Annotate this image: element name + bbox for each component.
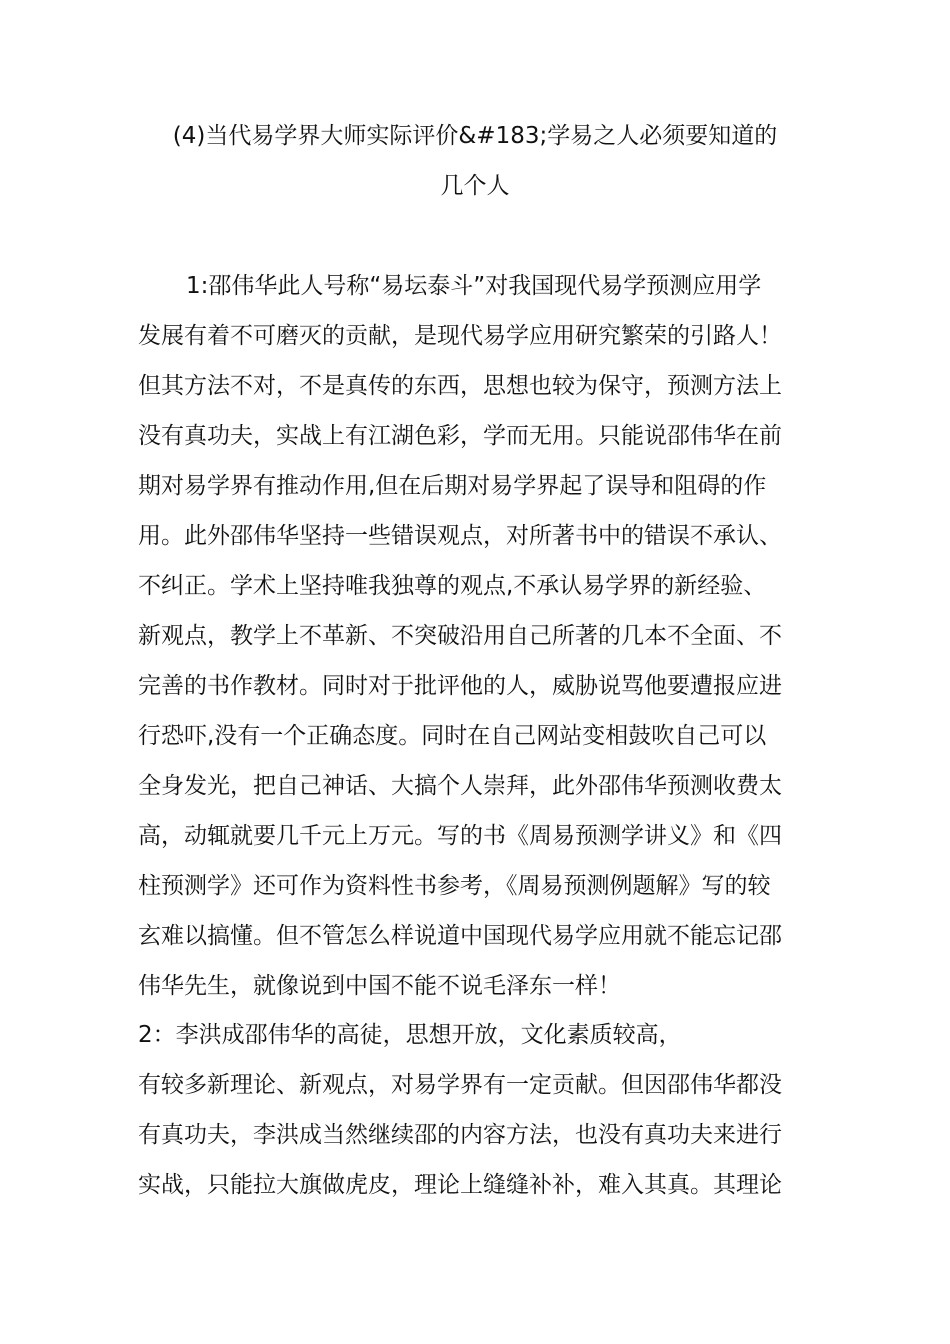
body-line-11: 全身发光，把自己神话、大搞个人崇拜，此外邵伟华预测收费太 — [138, 773, 782, 799]
body-line-13: 柱预测学》还可作为资料性书参考，《周易预测例题解》写的较 — [138, 873, 771, 899]
body-line-2: 发展有着不可磨灭的贡献，是现代易学应用研究繁荣的引路人！ — [138, 323, 782, 349]
body-line-12: 高，动辄就要几千元上万元。写的书《周易预测学讲义》和《四 — [138, 823, 782, 849]
document-title-line-2: 几个人 — [440, 173, 510, 199]
body-line-10: 行恐吓,没有一个正确态度。同时在自己网站变相鼓吹自己可以 — [138, 723, 767, 749]
body-line-16: 2：李洪成邵伟华的高徒，思想开放，文化素质较高， — [138, 1022, 682, 1048]
body-line-4: 没有真功夫，实战上有江湖色彩，学而无用。只能说邵伟华在前 — [138, 423, 782, 449]
body-line-19: 实战，只能拉大旗做虎皮，理论上缝缝补补，难入其真。其理论 — [138, 1172, 782, 1198]
body-line-6: 用。此外邵伟华坚持一些错误观点，对所著书中的错误不承认、 — [138, 523, 782, 549]
body-line-1: 1:邵伟华此人号称“易坛泰斗”对我国现代易学预测应用学 — [186, 273, 762, 299]
body-line-15: 伟华先生，就像说到中国不能不说毛泽东一样！ — [138, 973, 621, 999]
body-line-3: 但其方法不对，不是真传的东西，思想也较为保守，预测方法上 — [138, 373, 782, 399]
body-line-5: 期对易学界有推动作用,但在后期对易学界起了误导和阻碍的作 — [138, 473, 767, 499]
document-title-line-1: (4)当代易学界大师实际评价&#183;学易之人必须要知道的 — [172, 123, 778, 149]
body-line-17: 有较多新理论、新观点，对易学界有一定贡献。但因邵伟华都没 — [138, 1072, 782, 1098]
body-line-14: 玄难以搞懂。但不管怎么样说道中国现代易学应用就不能忘记邵 — [138, 923, 782, 949]
body-line-9: 完善的书作教材。同时对于批评他的人，威胁说骂他要遭报应进 — [138, 673, 782, 699]
body-line-7: 不纠正。学术上坚持唯我独尊的观点,不承认易学界的新经验、 — [138, 573, 767, 599]
body-line-18: 有真功夫，李洪成当然继续邵的内容方法，也没有真功夫来进行 — [138, 1122, 782, 1148]
body-line-8: 新观点，教学上不革新、不突破沿用自己所著的几本不全面、不 — [138, 623, 782, 649]
